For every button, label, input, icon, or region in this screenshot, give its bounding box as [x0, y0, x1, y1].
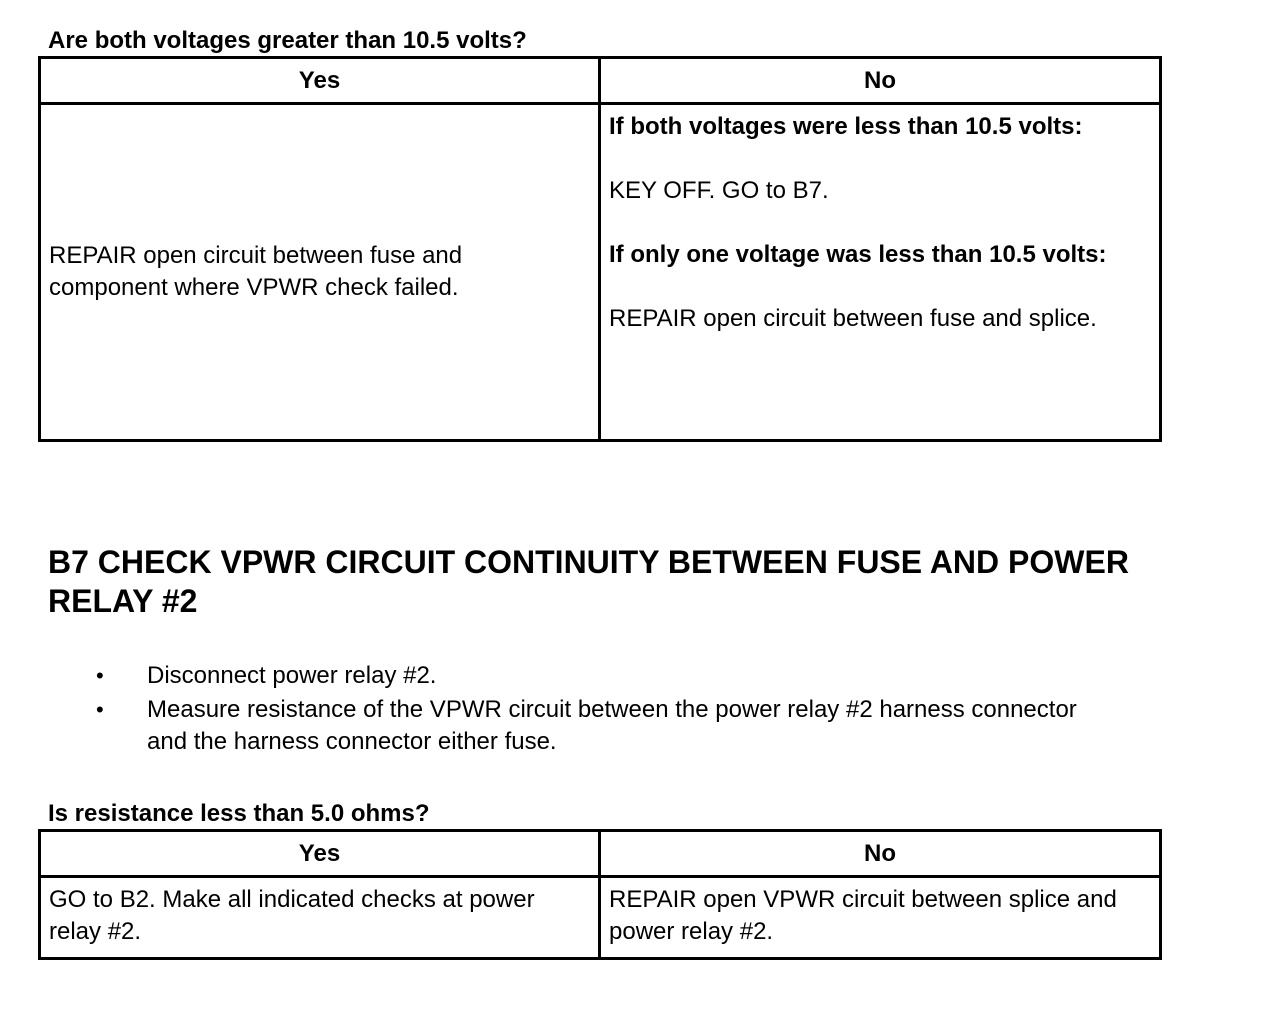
yes-cell — [40, 104, 600, 441]
yes-header: Yes — [40, 58, 600, 104]
procedure-steps — [0, 660, 1280, 760]
voltage-decision-table — [38, 56, 1162, 442]
resistance-decision-table — [38, 829, 1162, 960]
list-item — [0, 694, 1280, 758]
no-cell — [600, 104, 1161, 441]
condition-both-low: If both voltages were less than 10.5 volts: — [609, 113, 1083, 140]
yes-action-text: GO to B2. Make all indicated checks at power relay #2. — [49, 886, 535, 945]
step-text-line2: and the harness connector either fuse. — [147, 728, 557, 755]
no-header: No — [600, 58, 1161, 104]
bullet-icon: • — [96, 697, 104, 722]
section-heading-b7: B7 CHECK VPWR CIRCUIT CONTINUITY BETWEEN FUSE AND POWER RELAY #2 — [48, 544, 1129, 619]
yes-action-text: REPAIR open circuit between fuse and component where VPWR check failed. — [49, 242, 463, 301]
table-header-row — [40, 58, 1161, 104]
step-text: Disconnect power relay #2. — [147, 662, 437, 689]
table-row — [40, 877, 1161, 959]
table-row — [40, 104, 1161, 441]
yes-header: Yes — [40, 831, 600, 877]
action-repair-splice: REPAIR open circuit between fuse and splice. — [609, 305, 1097, 332]
no-action-text: REPAIR open VPWR circuit between splice and power relay #2. — [609, 886, 1117, 945]
table-header-row — [40, 831, 1161, 877]
action-key-off: KEY OFF. GO to B7. — [609, 177, 829, 204]
bullet-icon: • — [96, 663, 104, 688]
question-resistance: Is resistance less than 5.0 ohms? — [48, 800, 430, 827]
no-cell — [600, 877, 1161, 959]
list-item — [0, 660, 1280, 692]
step-text-line1: Measure resistance of the VPWR circuit between the power relay #2 harness connector — [147, 696, 1077, 723]
no-header: No — [600, 831, 1161, 877]
condition-one-low: If only one voltage was less than 10.5 volts: — [609, 241, 1107, 268]
question-voltages: Are both voltages greater than 10.5 volts? — [48, 27, 527, 54]
yes-cell — [40, 877, 600, 959]
